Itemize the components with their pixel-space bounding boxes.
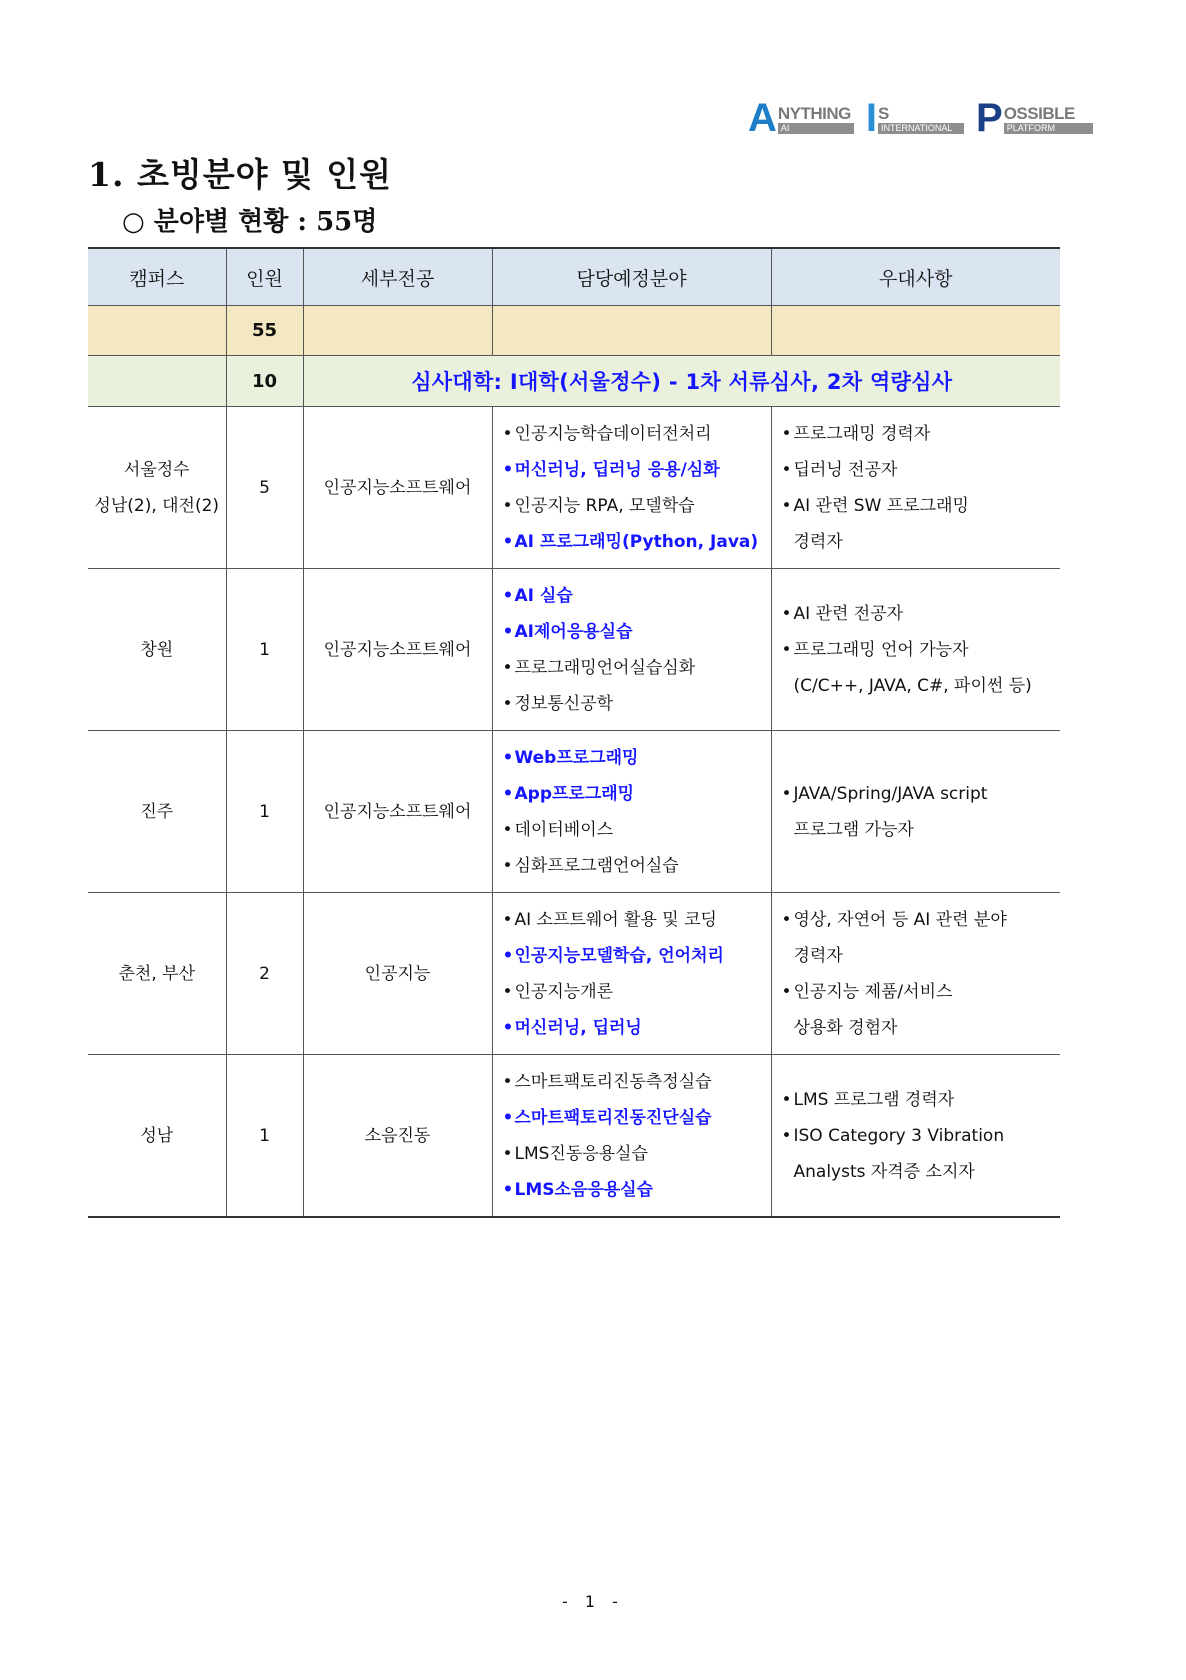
bullet-icon: • <box>502 423 513 444</box>
table-row <box>88 569 1060 731</box>
total-count: 55 <box>226 306 303 356</box>
fields-cell <box>492 1055 771 1218</box>
bullet-icon: • <box>502 693 513 714</box>
fields-cell <box>492 569 771 731</box>
header-count: 인원 <box>226 248 303 306</box>
preferences-cell <box>771 569 1060 731</box>
field-item: • 스마트팩토리진동측정실습 <box>503 1064 771 1100</box>
header-preferences: 우대사항 <box>771 248 1060 306</box>
field-item: •AI제어응용실습 <box>503 614 771 650</box>
field-item: • AI 소프트웨어 활용 및 코딩 <box>503 902 771 938</box>
table-row <box>88 1055 1060 1218</box>
bullet-icon: • <box>502 819 513 840</box>
preference-item: • AI 관련 전공자 <box>782 596 1061 632</box>
field-item: • 정보통신공학 <box>503 686 771 722</box>
count-cell: 2 <box>226 893 303 1055</box>
preference-item: • LMS 프로그램 경력자 <box>782 1082 1061 1118</box>
section-subtitle: ○ 분야별 현황 : 55명 <box>122 207 378 237</box>
count-cell: 1 <box>226 569 303 731</box>
preference-item: Analysts 자격증 소지자 <box>793 1161 975 1182</box>
preference-item: 상용화 경험자 <box>793 1017 898 1038</box>
field-item: •App프로그래밍 <box>503 776 771 812</box>
field-item: •LMS소음응용실습 <box>503 1172 771 1208</box>
campus-cell <box>88 569 226 731</box>
bullet-icon: • <box>502 747 514 768</box>
bullet-icon: • <box>502 909 513 930</box>
bullet-icon: • <box>502 621 514 642</box>
bullet-icon: • <box>781 783 792 804</box>
campus-line: 춘천, 부산 <box>118 963 195 984</box>
bullet-icon: • <box>781 981 792 1002</box>
field-item: • 인공지능학습데이터전처리 <box>503 416 771 452</box>
logo-sub-international: INTERNATIONAL <box>878 123 964 134</box>
table-header-row <box>88 248 1060 306</box>
logo-letter-a: A <box>748 96 777 140</box>
field-item: • LMS진동응용실습 <box>503 1136 771 1172</box>
header-campus: 캠퍼스 <box>88 248 226 306</box>
preference-item: • 영상, 자연어 등 AI 관련 분야 <box>782 902 1061 938</box>
bullet-icon: • <box>781 423 792 444</box>
bullet-icon: • <box>781 459 792 480</box>
subtotal-row <box>88 356 1060 407</box>
campus-cell <box>88 731 226 893</box>
major-cell: 인공지능소프트웨어 <box>303 407 492 569</box>
bullet-icon: • <box>502 495 513 516</box>
preference-item: (C/C++, JAVA, C#, 파이썬 등) <box>793 675 1032 696</box>
bullet-icon: • <box>502 1017 514 1038</box>
major-cell: 인공지능 <box>303 893 492 1055</box>
preference-item: • AI 관련 SW 프로그래밍 <box>782 488 1061 524</box>
header-major: 세부전공 <box>303 248 492 306</box>
major-cell: 소음진동 <box>303 1055 492 1218</box>
total-row <box>88 306 1060 356</box>
logo-letter-p: P <box>976 96 1003 140</box>
count-cell: 1 <box>226 1055 303 1218</box>
campus-line: 서울정수 <box>123 459 190 480</box>
bullet-icon: • <box>502 459 514 480</box>
table-row <box>88 893 1060 1055</box>
campus-cell <box>88 407 226 569</box>
campus-line: 창원 <box>140 639 174 660</box>
campus-cell <box>88 1055 226 1218</box>
bullet-icon: • <box>502 585 514 606</box>
logo-sub-platform: PLATFORM <box>1004 123 1093 134</box>
preference-item: 경력자 <box>793 945 843 966</box>
count-cell: 1 <box>226 731 303 893</box>
recruitment-table <box>88 247 1060 1218</box>
bullet-icon: • <box>502 1143 513 1164</box>
field-item: •머신러닝, 딥러닝 <box>503 1010 771 1046</box>
campus-line: 성남 <box>140 1125 174 1146</box>
logo-sub-ai: AI <box>778 123 854 134</box>
field-item: • 인공지능 RPA, 모델학습 <box>503 488 771 524</box>
logo-word-nything: NYTHING <box>777 104 851 123</box>
preferences-cell <box>771 407 1060 569</box>
table-row <box>88 407 1060 569</box>
logo-word-s: S <box>878 104 889 123</box>
bullet-icon: • <box>781 639 792 660</box>
fields-cell <box>492 893 771 1055</box>
bullet-icon: • <box>502 1071 513 1092</box>
preference-item: • ISO Category 3 Vibration <box>782 1118 1061 1154</box>
field-item: •Web프로그래밍 <box>503 740 771 776</box>
page-number: - 1 - <box>562 1592 624 1611</box>
field-item: •스마트팩토리진동진단실습 <box>503 1100 771 1136</box>
bullet-icon: • <box>502 657 513 678</box>
field-item: •인공지능모델학습, 언어처리 <box>503 938 771 974</box>
preference-item: • 인공지능 제품/서비스 <box>782 974 1061 1010</box>
preferences-cell <box>771 731 1060 893</box>
preferences-cell <box>771 893 1060 1055</box>
preference-item: 경력자 <box>793 531 843 552</box>
bullet-icon: • <box>781 603 792 624</box>
fields-cell <box>492 731 771 893</box>
preference-item: 프로그램 가능자 <box>793 819 914 840</box>
bullet-icon: • <box>781 1125 792 1146</box>
header-fields: 담당예정분야 <box>492 248 771 306</box>
field-item: • 심화프로그램언어실습 <box>503 848 771 884</box>
field-item: • 데이터베이스 <box>503 812 771 848</box>
bullet-icon: • <box>781 495 792 516</box>
bullet-icon: • <box>502 945 514 966</box>
major-cell: 인공지능소프트웨어 <box>303 731 492 893</box>
field-item: •AI 프로그래밍(Python, Java) <box>503 524 771 560</box>
major-cell: 인공지능소프트웨어 <box>303 569 492 731</box>
field-item: •머신러닝, 딥러닝 응용/심화 <box>503 452 771 488</box>
field-item: • 프로그래밍언어실습심화 <box>503 650 771 686</box>
campus-line: 성남(2), 대전(2) <box>94 495 220 516</box>
preferences-cell <box>771 1055 1060 1218</box>
bullet-icon: • <box>502 531 514 552</box>
count-cell: 5 <box>226 407 303 569</box>
preference-item: • 프로그래밍 언어 가능자 <box>782 632 1061 668</box>
page-title: 1. 초빙분야 및 인원 <box>88 155 393 194</box>
bullet-icon: • <box>502 783 514 804</box>
campus-cell <box>88 893 226 1055</box>
bullet-icon: • <box>781 1089 792 1110</box>
logo <box>748 96 1105 140</box>
subtotal-count: 10 <box>226 356 303 407</box>
fields-cell <box>492 407 771 569</box>
preference-item: • 프로그래밍 경력자 <box>782 416 1061 452</box>
logo-letter-i: I <box>865 96 878 140</box>
campus-line: 진주 <box>140 801 174 822</box>
bullet-icon: • <box>781 909 792 930</box>
table-row <box>88 731 1060 893</box>
field-item: •AI 실습 <box>503 578 771 614</box>
bullet-icon: • <box>502 1179 514 1200</box>
bullet-icon: • <box>502 855 513 876</box>
preference-item: • JAVA/Spring/JAVA script <box>782 776 1061 812</box>
preference-item: • 딥러닝 전공자 <box>782 452 1061 488</box>
review-note: 심사대학: Ⅰ대학(서울정수) - 1차 서류심사, 2차 역량심사 <box>303 356 1060 407</box>
logo-word-ossible: OSSIBLE <box>1003 104 1075 123</box>
bullet-icon: • <box>502 981 513 1002</box>
field-item: • 인공지능개론 <box>503 974 771 1010</box>
bullet-icon: • <box>502 1107 514 1128</box>
